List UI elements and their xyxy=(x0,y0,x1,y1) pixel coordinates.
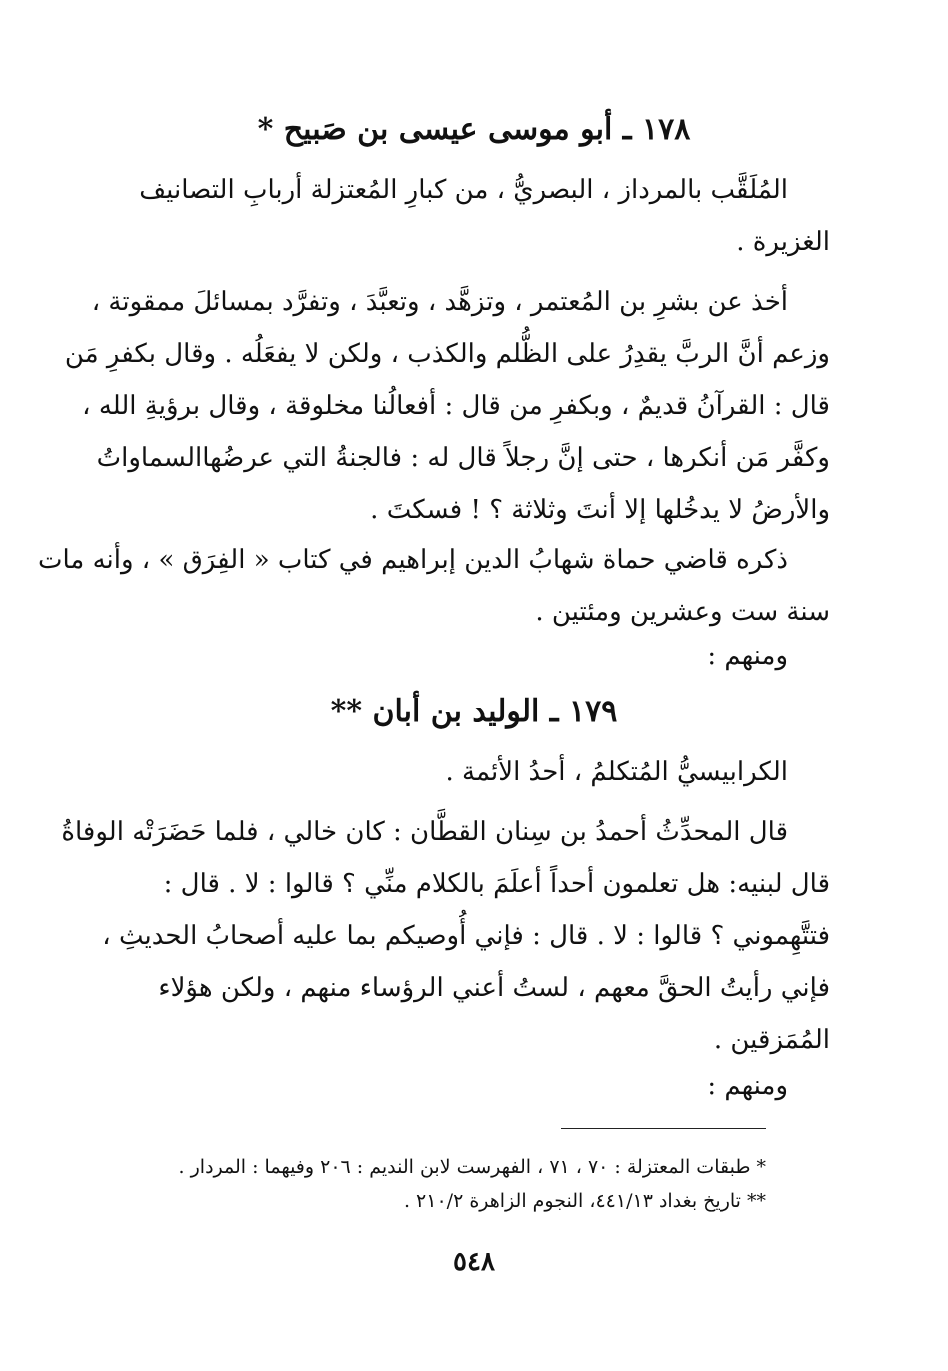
entry-178-paragraph-3 xyxy=(37,534,830,638)
text-line: ذكره قاضي حماة شهابُ الدين إبراهيم في كتاب « الفِرَق » ، وأنه مات xyxy=(37,545,788,575)
page-number: ٥٤٨ xyxy=(453,1247,495,1277)
text-line: أخذ عن بشرِ بن المُعتمر ، وتزهَّد ، وتعبَّدَ ، وتفرَّد بمسائلَ ممقوتة ، xyxy=(91,287,788,317)
text-line: سنة ست وعشرين ومئتين . xyxy=(535,597,830,627)
footnote-divider xyxy=(561,1128,766,1129)
entry-heading-179: ١٧٩ ـ الوليد بن أبان ** xyxy=(330,694,618,729)
text-line: فإني رأيتُ الحقَّ معهم ، لستُ أعني الرؤساء منهم ، ولكن هؤلاء xyxy=(158,973,830,1003)
entry-heading-178: ١٧٨ ـ أبو موسى عيسى بن صَبيح * xyxy=(257,112,691,147)
text-line: قال المحدِّثُ أحمدُ بن سِنان القطَّان : كان خالي ، فلما حَضَرَتْه الوفاةُ xyxy=(61,817,788,847)
entry-179-paragraph-1 xyxy=(118,746,830,798)
text-line: قال لبنيه: هل تعلمون أحداً أعلَمَ بالكلام منِّي ؟ قالوا : لا . قال : xyxy=(163,869,830,899)
footnote-1: * طبقات المعتزلة : ٧٠ ، ٧١ ، الفهرست لابن النديم : ٢٠٦ وفيهما : المردار . xyxy=(178,1156,766,1178)
text-line: المُلَقَّب بالمرداز ، البصريُّ ، من كبارِ المُعتزلة أربابِ التصانيف xyxy=(139,175,788,205)
text-line: والأرضُ لا يدخُلها إلا أنتَ وثلاثة ؟ ! فسكتَ . xyxy=(370,495,830,525)
entry-178-paragraph-2 xyxy=(64,276,830,536)
entry-179-paragraph-2 xyxy=(61,806,830,1066)
text-line: وكفَّر مَن أنكرها ، حتى إنَّ رجلاً قال له : فالجنةُ التي عرضُهاالسماواتُ xyxy=(96,443,830,473)
text-line: وزعم أنَّ الربَّ يقدِرُ على الظُّلم والكذب ، ولكن لا يفعَلُه . وقال بكفرِ مَن xyxy=(64,339,830,369)
text-line: فتتَّهِموني ؟ قالوا : لا . قال : فإني أُوصيكم بما عليه أصحابُ الحديثِ ، xyxy=(102,921,830,951)
text-line: ومنهم : xyxy=(707,641,788,671)
entry-178-closing xyxy=(118,630,830,682)
entry-179-closing xyxy=(118,1060,830,1112)
text-line: الغزيرة . xyxy=(736,227,830,257)
text-line: المُمَزقين . xyxy=(713,1025,830,1055)
footnote-2: ** تاريخ بغداد ٤٤١/١٣، النجوم الزاهرة ٢١٠/٢ . xyxy=(403,1190,766,1212)
text-line: قال : القرآنُ قديمٌ ، وبكفرِ من قال : أفعالُنا مخلوقة ، وقال برؤيةِ الله ، xyxy=(82,391,830,421)
entry-178-paragraph-1 xyxy=(118,164,830,268)
footnotes xyxy=(120,1150,766,1218)
text-line: ومنهم : xyxy=(707,1071,788,1101)
text-line: الكرابيسيُّ المُتكلمُ ، أحدُ الأئمة . xyxy=(445,757,788,787)
